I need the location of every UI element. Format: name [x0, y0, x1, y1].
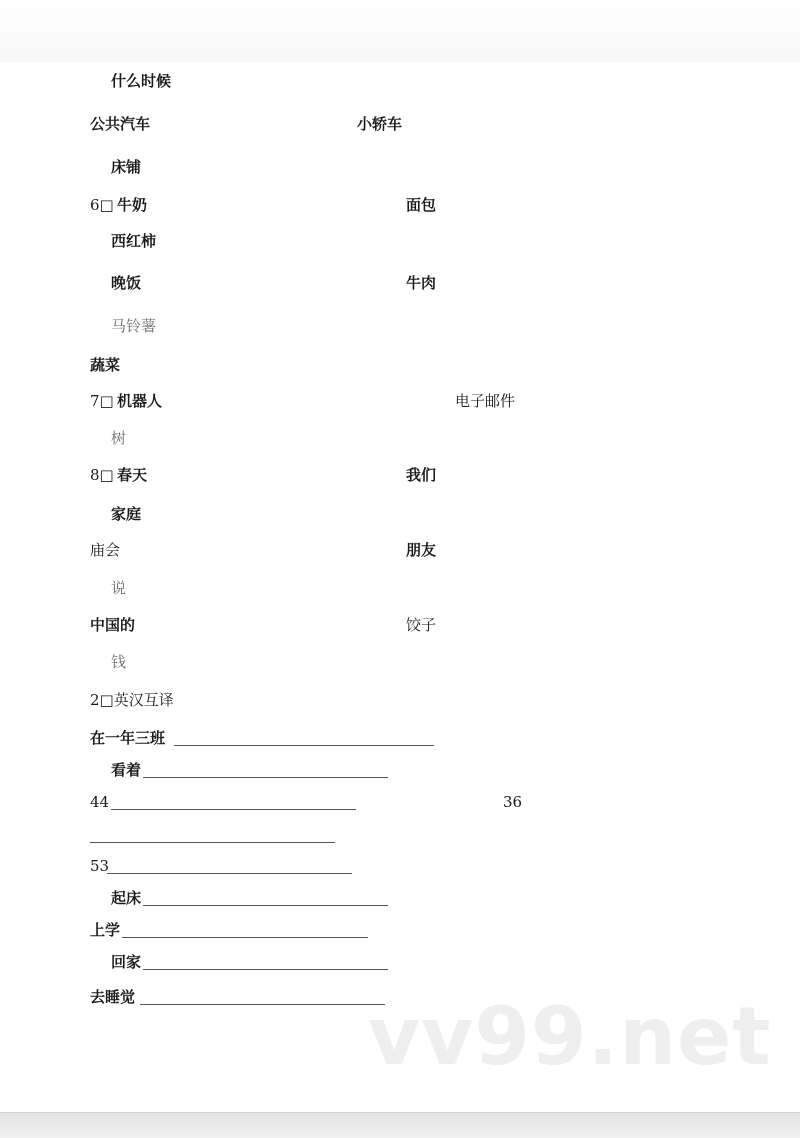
number-53: 53 [90, 857, 110, 875]
word-dumplings: 饺子 [406, 616, 437, 634]
word-bed: 床铺 [111, 158, 142, 176]
word-car: 小轿车 [357, 115, 403, 133]
word-say: 说 [111, 579, 127, 597]
word-chinese: 中国的 [90, 616, 136, 634]
phrase-go-to-school: 上学 [90, 921, 121, 939]
phrase-go-home: 回家 [111, 953, 142, 971]
word-potato: 马铃薯 [111, 317, 157, 335]
phrase-class: 在一年三班 [90, 729, 166, 747]
word-we: 我们 [406, 466, 437, 484]
word-dinner: 晚饭 [111, 274, 142, 292]
word-family: 家庭 [111, 505, 142, 523]
word-temple-fair: 庙会 [90, 541, 121, 559]
question-6-label: 6□ [90, 196, 114, 214]
word-spring: 春天 [117, 466, 148, 484]
section-2-title: 2□英汉互译 [90, 691, 174, 709]
answer-line-go-home[interactable] [143, 969, 388, 970]
word-milk: 牛奶 [117, 196, 148, 214]
answer-line-class[interactable] [174, 745, 434, 746]
word-vegetables: 蔬菜 [90, 356, 121, 374]
word-bus: 公共汽车 [90, 115, 151, 133]
answer-line-get-up[interactable] [143, 905, 388, 906]
word-tomato: 西红柿 [111, 232, 157, 250]
word-beef: 牛肉 [406, 274, 437, 292]
word-robot: 机器人 [117, 392, 163, 410]
word-when: 什么时候 [111, 72, 172, 90]
phrase-go-to-bed: 去睡觉 [90, 988, 136, 1006]
answer-line-53[interactable] [107, 873, 352, 874]
phrase-looking: 看着 [111, 761, 142, 779]
answer-line-36[interactable] [90, 842, 335, 843]
phrase-get-up: 起床 [111, 889, 142, 907]
number-36: 36 [503, 793, 523, 811]
answer-line-looking[interactable] [143, 777, 388, 778]
question-8-label: 8□ [90, 466, 114, 484]
question-7-label: 7□ [90, 392, 114, 410]
answer-line-44[interactable] [111, 809, 356, 810]
word-friend: 朋友 [406, 541, 437, 559]
answer-line-go-to-school[interactable] [122, 937, 368, 938]
word-bread: 面包 [406, 196, 437, 214]
page-footer-bar [0, 1112, 800, 1138]
word-tree: 树 [111, 429, 127, 447]
number-44: 44 [90, 793, 110, 811]
word-email: 电子邮件 [455, 392, 516, 410]
answer-line-go-to-bed[interactable] [140, 1004, 385, 1005]
watermark-text: vv99.net [368, 990, 772, 1083]
word-money: 钱 [111, 653, 127, 671]
